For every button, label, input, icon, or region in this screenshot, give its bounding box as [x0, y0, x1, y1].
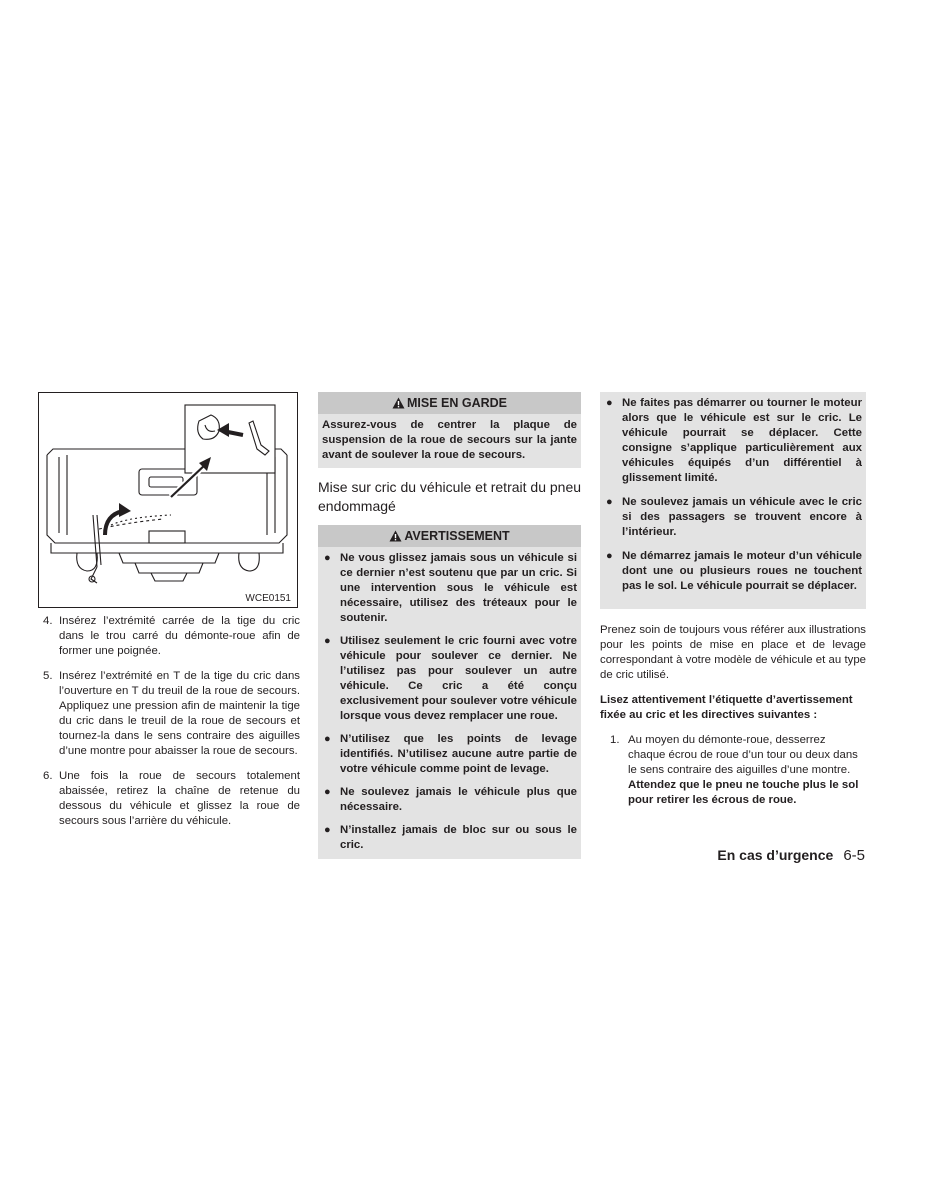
list-item: [604, 396, 862, 486]
caution-box: [318, 392, 581, 468]
list-item: [604, 549, 862, 594]
page-footer: [660, 847, 865, 864]
list-item: [322, 551, 577, 626]
warning-item-text: Ne soulevez jamais le véhicule plus que nécessaire.: [340, 786, 577, 813]
step-number: 6.: [43, 770, 53, 782]
step-number: 4.: [43, 615, 53, 627]
list-item: [38, 669, 300, 759]
step-text: Insérez l’extrémité en T de la tige du cric dans l’ouverture en T du treuil de la roue de secours. Appliquez une pression afin de maintenir la tige du cric dans le treuil de la roue de secours et tournez-la dans le sens contraire des aiguilles d’une montre pour abaisser la roue de secours.: [59, 670, 300, 757]
section-heading: Mise sur cric du véhicule et retrait du pneu endommagé: [318, 479, 582, 514]
numbered-list: [600, 733, 866, 808]
warning-item-text: N’utilisez que les points de levage identifiés. N’utilisez aucune autre partie de votre véhicule comme point de levage.: [340, 733, 577, 775]
left-column: [38, 392, 300, 839]
warning-item-text: Ne vous glissez jamais sous un véhicule si ce dernier n’est soutenu que par un cric. Si une intervention sous le véhicule est nécessaire, utilisez des tréteaux pour le soutenir.: [340, 552, 577, 624]
warning-header: [318, 525, 581, 547]
bullet-icon: ●: [606, 496, 613, 508]
warning-list: [318, 547, 581, 859]
caution-title: MISE EN GARDE: [406, 396, 507, 410]
right-column: [600, 392, 866, 808]
bullet-icon: ●: [324, 786, 331, 798]
warning-item-text: Ne soulevez jamais un véhicule avec le cric si des passagers se trouvent encore à l’intérieur.: [622, 496, 862, 538]
figure-code: WCE0151: [245, 593, 291, 604]
warning-item-text: Ne faites pas démarrer ou tourner le moteur alors que le véhicule est sur le cric. Le véhicule pourrait se déplacer. Cette consigne s’applique particulièrement aux véhicules équipés d’un différentiel à glissement limité.: [622, 397, 862, 484]
warning-item-text: Ne démarrez jamais le moteur d’un véhicule dont une ou plusieurs roues ne touchent pas le sol. Le véhicule pourrait se déplacer.: [622, 550, 862, 592]
warning-item-text: N’installez jamais de bloc sur ou sous le cric.: [340, 824, 577, 851]
warning-item-text: Utilisez seulement le cric fourni avec votre véhicule pour soulever ce dernier. Ne l’utilisez pas pour soulever un autre véhicule. Ce cric a été conçu exclusivement pour soulever votre véhicule lorsque vous devez remplacer une roue.: [340, 635, 577, 722]
tailgate-illustration: [38, 392, 298, 608]
bullet-icon: ●: [324, 635, 331, 647]
bullet-icon: ●: [324, 733, 331, 745]
list-item: [600, 733, 866, 808]
body-paragraph: Prenez soin de toujours vous référer aux illustrations pour les points de mise en place et de levage correspondant à votre modèle de véhicule et au type de cric utilisé.: [600, 624, 866, 681]
bullet-icon: ●: [324, 824, 331, 836]
truck-rear-drawing: [39, 393, 297, 607]
step-text: Au moyen du démonte-roue, desserrez chaque écrou de roue d’un tour ou deux dans le sens contraire des aiguilles d’une montre.: [628, 734, 858, 776]
steps-list: [38, 614, 300, 829]
step-number: 5.: [43, 670, 53, 682]
bullet-icon: ●: [606, 550, 613, 562]
bold-paragraph: Lisez attentivement l’étiquette d’avertissement fixée au cric et les directives suivantes :: [600, 694, 853, 721]
warning-triangle-icon: [389, 527, 402, 549]
step-bold-text: Attendez que le pneu ne touche plus le sol pour retirer les écrous de roue.: [628, 779, 859, 806]
list-item: [322, 634, 577, 724]
warning-box: [318, 525, 581, 859]
warning-continued-list: [600, 392, 866, 609]
caution-header: [318, 392, 581, 414]
list-item: [322, 823, 577, 853]
middle-column: [318, 392, 581, 859]
list-item: [38, 614, 300, 659]
section-name: En cas d’urgence: [717, 847, 834, 863]
caution-text: Assurez-vous de centrer la plaque de suspension de la roue de secours sur la jante avant de soulever la roue de secours.: [318, 414, 581, 468]
bullet-icon: ●: [606, 397, 613, 409]
warning-triangle-icon: [392, 394, 405, 416]
list-item: [38, 769, 300, 829]
step-number: 1.: [610, 734, 620, 746]
list-item: [604, 495, 862, 540]
list-item: [322, 785, 577, 815]
list-item: [322, 732, 577, 777]
page-number: 6-5: [843, 847, 865, 864]
step-text: Une fois la roue de secours totalement abaissée, retirez la chaîne de retenue du dessous du véhicule et glissez la roue de secours sous l’arrière du véhicule.: [59, 770, 300, 827]
step-text: Insérez l’extrémité carrée de la tige du cric dans le trou carré du démonte-roue afin de former une poignée.: [59, 615, 300, 657]
bullet-icon: ●: [324, 552, 331, 564]
warning-title: AVERTISSEMENT: [404, 529, 510, 543]
